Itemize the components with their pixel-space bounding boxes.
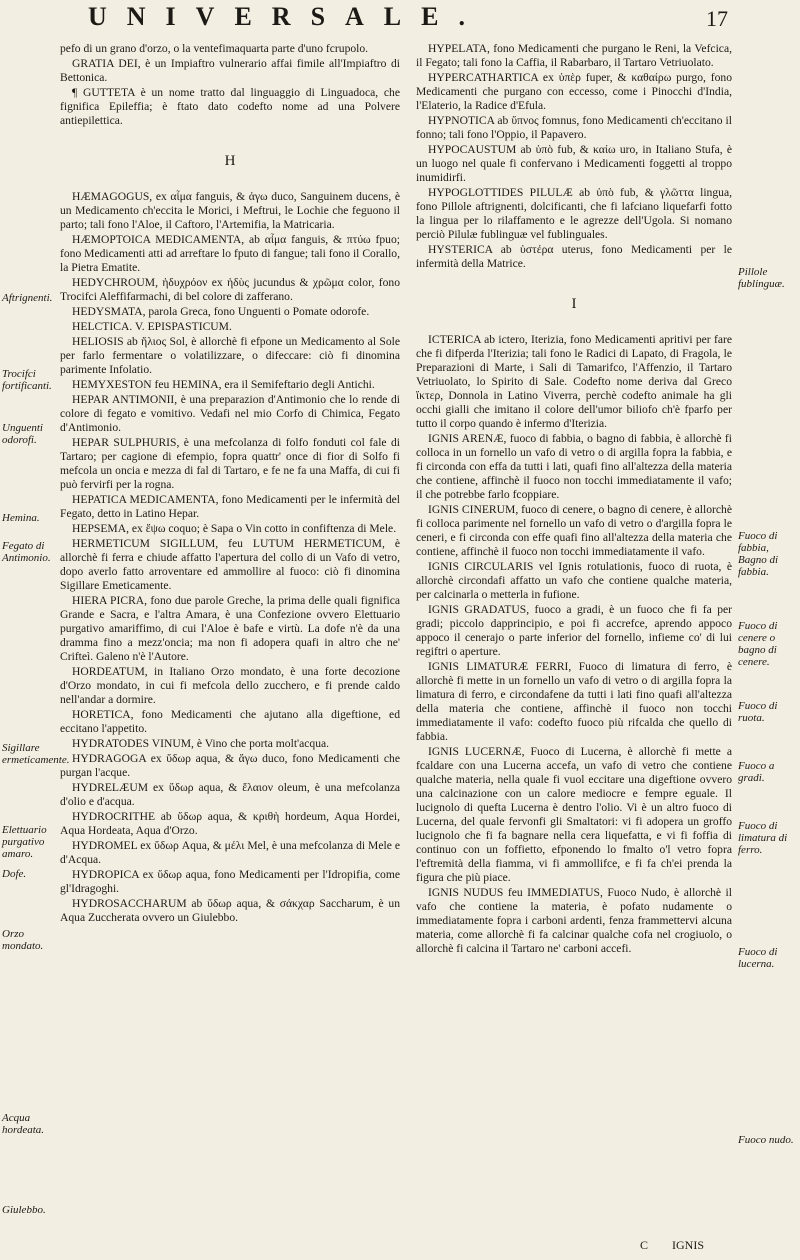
margin-note: Giulebbo. [2,1204,46,1216]
entry-guttetta: ¶ GUTTETA è un nome tratto dal linguaggio di Linguadoca, che fignifica Epileffia; è ftato dato codefto nome ad una Polvere antiepilettica. [60,86,400,127]
entry: ICTERICA ab ictero, Iterizia, fono Medicamenti apritivi per fare che fi difperda l'Iterizia; tali fono le Radici di Lapato, di Fragola, le Preparazioni di Marte, i Sali di Tamarifco, l'Affenzio, il Tartaro Vetriuolato, lo Spirito di Sale. Codefto nome deriva dal Greco ἴκτερ, Donnola in Latino Viverra, perchè codefto animale ha gli occhi gialli che imitano il colore dell'umor biliofo ch'è fparfo per tutto il corpo quando è infermo d'Iterizia. [416,333,732,430]
running-title: UNIVERSALE. [88,2,485,31]
entry: HIERA PICRA, fono due parole Greche, la prima delle quali fignifica Grande e Sacra, e l'altra Amara, è una Confezione ovvero Elettuario purgativo amariffimo, di cui l'Aloe è bafe e virtù. La dofe n'è da una dramma fino a mezz'oncia; ma non fi adopera quafi in altro che ne' Crifteì. Galeno n'è l'Autore. [60,594,400,663]
entry: HERMETICUM SIGILLUM, feu LUTUM HERMETICUM, è allorchè fi ferra e chiude affatto l'apertura del collo di un Vafo di vetro, dopo averlo fatto arroventare ed ammollire al fuoco: ciò fi dinomina Sigillare Emeticamente. [60,537,400,592]
entry: IGNIS NUDUS feu IMMEDIATUS, Fuoco Nudo, è allorchè il vafo che contiene la materia, è pofato nudamente o immediatamente fopra i carboni ardenti, fenza frammettervi alcuna materia, come allorchè fi fa calcinar qualche cofa nel crogiuolo, o allorchè fi calcina il Tartaro ne' carboni accefi. [416,886,732,955]
entry: IGNIS CIRCULARIS vel Ignis rotulationis, fuoco di ruota, è allorchè circondafi affatto un vafo che contiene qualche materia, per calcinarla o metterla in fufione. [416,560,732,601]
margin-note: Unguenti odorofi. [2,422,43,446]
signature-mark: C [640,1238,649,1252]
margin-note: Fegato di Antimonio. [2,540,51,564]
entry: HYDROPICA ex ὕδωρ aqua, fono Medicamenti per l'Idropifia, come gl'Idragoghi. [60,868,400,895]
entry: HYDRATODES VINUM, è Vino che porta molt'acqua. [72,737,330,750]
entry: HYDRAGOGA ex ὕδωρ aqua, & ἄγω duco, fono Medicamenti che purgan l'acque. [60,752,400,779]
footer [640,1238,704,1253]
entry: IGNIS GRADATUS, fuoco a gradi, è un fuoco che fi fa per gradi; piccolo dapprincipio, e poi fi accrefce, aprendo appoco appoco il cenerajo o parte inferior del fornello, infieme co' di lui regiftri o aperture. [416,603,732,658]
section-letter-h: H [224,153,236,169]
entry: IGNIS CINERUM, fuoco di cenere, o bagno di cenere, è allorchè fi colloca parimente nel fornello un vafo di vetro o d'argilla fopra le ceneri, e fi circonda con effe quafi fino all'altezza della materia che contiene, affinchè il fuoco non tocchi immediatamente il vafo. [416,503,732,558]
catchword: IGNIS [672,1238,705,1252]
entry: IGNIS LUCERNÆ, Fuoco di Lucerna, è allorchè fi mette a fcaldare con una Lucerna accefa, un vafo di vetro che contiene qualche materia, nella quale fi vuol eccitare una digeftione ovvero una calcinazione con un calore mediocre e fempre eguale. Il lucignolo di quefta Lucerna è dentro l'olio. Vi è un altro fuoco di Lucerna, del quale fervonfi gli Smaltatori: vi fi adopera un groffo lucignolo che fi fa bagnare nella cera liquefatta, e vi fi foffia di continuo con un foffietto, efponendo lo fmalto o'l vetro fopra l'eftremità della fiamma, vi fi ammollifce, e fi fa ch'ei prenda la figura che più piace. [416,745,732,884]
entry: HELCTICA. V. EPISPASTICUM. [72,320,232,333]
entry: HYPELATA, fono Medicamenti che purgano le Reni, la Vefcica, il Fegato; tali fono la Caffia, il Rabarbaro, il Tartaro Vetriuolato. [416,42,732,69]
entry: HEPAR SULPHURIS, è una mefcolanza di folfo fonduti col fale di Tartaro; per cagione di efempio, fopra quattr' once di fior di Solfo fi mefcola un oncia e mezza di fal di Tartaro, e fe ne fa una Maffa, di cui fi può fervirfi per la rogna. [60,436,400,491]
margin-note: Pillole fublinguæ. [738,266,785,290]
entry: HORDEATUM, in Italiano Orzo mondato, è una forte decozione d'Orzo mondato, in cui fi mefcola dello zucchero, e fi prende caldo nell'andar a dormire. [60,665,400,706]
entry: HYPOGLOTTIDES PILULÆ ab ὑπὸ fub, & γλῶττα lingua, fono Pillole aftrignenti, dolcificanti, che fi lafciano liquefarfi fotto la lingua per lo rilaffamento e le agrezze dell'Ugola. Si nomano perciò Pilulæ fublinguæ vel fublinguales. [416,186,732,241]
entry: HEMYXESTON feu HEMINA, era il Semifeftario degli Antichi. [72,378,375,391]
entry: IGNIS ARENÆ, fuoco di fabbia, o bagno di fabbia, è allorchè fi colloca in un fornello un vafo di vetro o di argilla fopra la fabbia, e fi circonda con effa da tutti i lati, quafi fino all'altezza della materia che contiene, affinchè il fuoco non tocchi immediatamente il vafo; il che potrebbe farlo fcoppiare. [416,432,732,501]
left-column [60,42,400,926]
margin-note: Acqua hordeata. [2,1112,45,1136]
entry: HEPSEMA, ex ἕψω coquo; è Sapa o Vin cotto in confiftenza di Mele. [72,522,397,535]
margin-note: Elettuario purgativo amaro. [2,824,47,860]
margin-note: Aftrignenti. [2,292,53,304]
margin-note: Trocifci fortificanti. [2,368,52,392]
margin-note: Fuoco di lucerna. [738,946,778,970]
right-column [416,42,732,957]
section-letter-i: I [571,296,577,312]
margin-note: Fuoco di cenere o bagno di cenere. [738,620,778,668]
margin-note: Fuoco a gradi. [738,760,775,784]
entry-gratia-dei: GRATIA DEI, è un Impiaftro vulnerario affai fimile all'Impiaftro di Bettonica. [60,57,400,84]
margin-note: Fuoco nudo. [738,1134,794,1146]
entry: HORETICA, fono Medicamenti che ajutano alla digeftione, ed eccitano l'appetito. [60,708,400,735]
entry: HYDROSACCHARUM ab ὕδωρ aqua, & σάκχαρ Saccharum, è un Aqua Zuccherata ovvero un Giulebbo. [60,897,400,924]
entry: HEPATICA MEDICAMENTA, fono Medicamenti per le infermità del Fegato, detto in Latino Hepar. [60,493,400,520]
entry: HEDYSMATA, parola Greca, fono Unguenti o Pomate odorofe. [72,305,370,318]
entry: HÆMOPTOICA MEDICAMENTA, ab αἷμα fanguis, & πτύω fpuo; fono Medicamenti atti ad arreftare lo fputo di fangue; tali fono il Corallo, la Pietra Ematite. [60,233,400,274]
entry: HÆMAGOGUS, ex αἷμα fanguis, & ἀγω duco, Sanguinem ducens, è un Medicamento ch'eccita le Morici, i Meftrui, le Lochie che feguono il parto; tali fono l'Aloe, il Caftoro, l'Artemifia, la Matricaria. [60,190,400,231]
entry: HYDRELÆUM ex ὕδωρ aqua, & ἔλαιον oleum, è una mefcolanza d'olio e d'acqua. [60,781,400,808]
entry: HEPAR ANTIMONII, è una preparazion d'Antimonio che lo rende di colore di fegato e vomitivo. Vedafi nel mio Corfo di Chimica, Fegato d'Antimonio. [60,393,400,434]
entry: HYSTERICA ab ὑστέρα uterus, fono Medicamenti per le infermità della Matrice. [416,243,732,270]
margin-note: Fuoco di ruota. [738,700,778,724]
entry: HYPOCAUSTUM ab ὑπὸ fub, & καίω uro, in Italiano Stufa, è un luogo nel quale fi confervano i Medicamenti foggetti al troppo inumidirfi. [416,143,732,184]
entry: HYDROMEL ex ὕδωρ Aqua, & μέλι Mel, è una mefcolanza di Mele e d'Acqua. [60,839,400,866]
margin-note: Hemina. [2,512,40,524]
margin-note: Fuoco di fabbia, Bagno di fabbia. [738,530,779,578]
margin-note: Sigillare ermeticamente. [2,742,70,766]
entry: HYPERCATHARTICA ex ὑπὲρ fuper, & καθαίρω purgo, fono Medicamenti che purgano con eccesso, come i Pinocchi d'India, l'Elaterio, la Radice d'Efula. [416,71,732,112]
entry: HELIOSIS ab ἥλιος Sol, è allorchè fi efpone un Medicamento al Sole per farlo fermentare o volatilizzare, o difeccare: ciò fi dinomina parimente Infolatio. [60,335,400,376]
margin-note: Fuoco di limatura di ferro. [738,820,788,856]
paragraph: pefo di un grano d'orzo, o la ventefimaquarta parte d'uno fcrupolo. [60,42,369,55]
entry: HYDROCRITHE ab ὕδωρ aqua, & κριθὴ hordeum, Aqua Hordei, Aqua Hordeata, Aqua d'Orzo. [60,810,400,837]
margin-note: Orzo mondato. [2,928,44,952]
entry: HYPNOTICA ab ὕπνος fomnus, fono Medicamenti ch'eccitano il fonno; tali fono l'Oppio, il Papavero. [416,114,732,141]
entry: IGNIS LIMATURÆ FERRI, Fuoco di limatura di ferro, è allorchè fi mette in un fornello un vafo di vetro o di argilla fopra la limatura di ferro, e circondafene da tutti i lati fino quafi all'altezza della materia che contiene, affinchè il fuoco non tocchi immediatamente il vafo: codefto fuoco più rifcalda che quello di fabbia. [416,660,732,743]
page-number: 17 [706,6,728,31]
running-header [0,0,800,34]
entry: HEDYCHROUM, ἡδυχρόον ex ἡδὺς jucundus & χρῶμα color, fono Trocifci Aleffifarmachi, di bel colore di zafferano. [60,276,400,303]
margin-note: Dofe. [2,868,27,880]
